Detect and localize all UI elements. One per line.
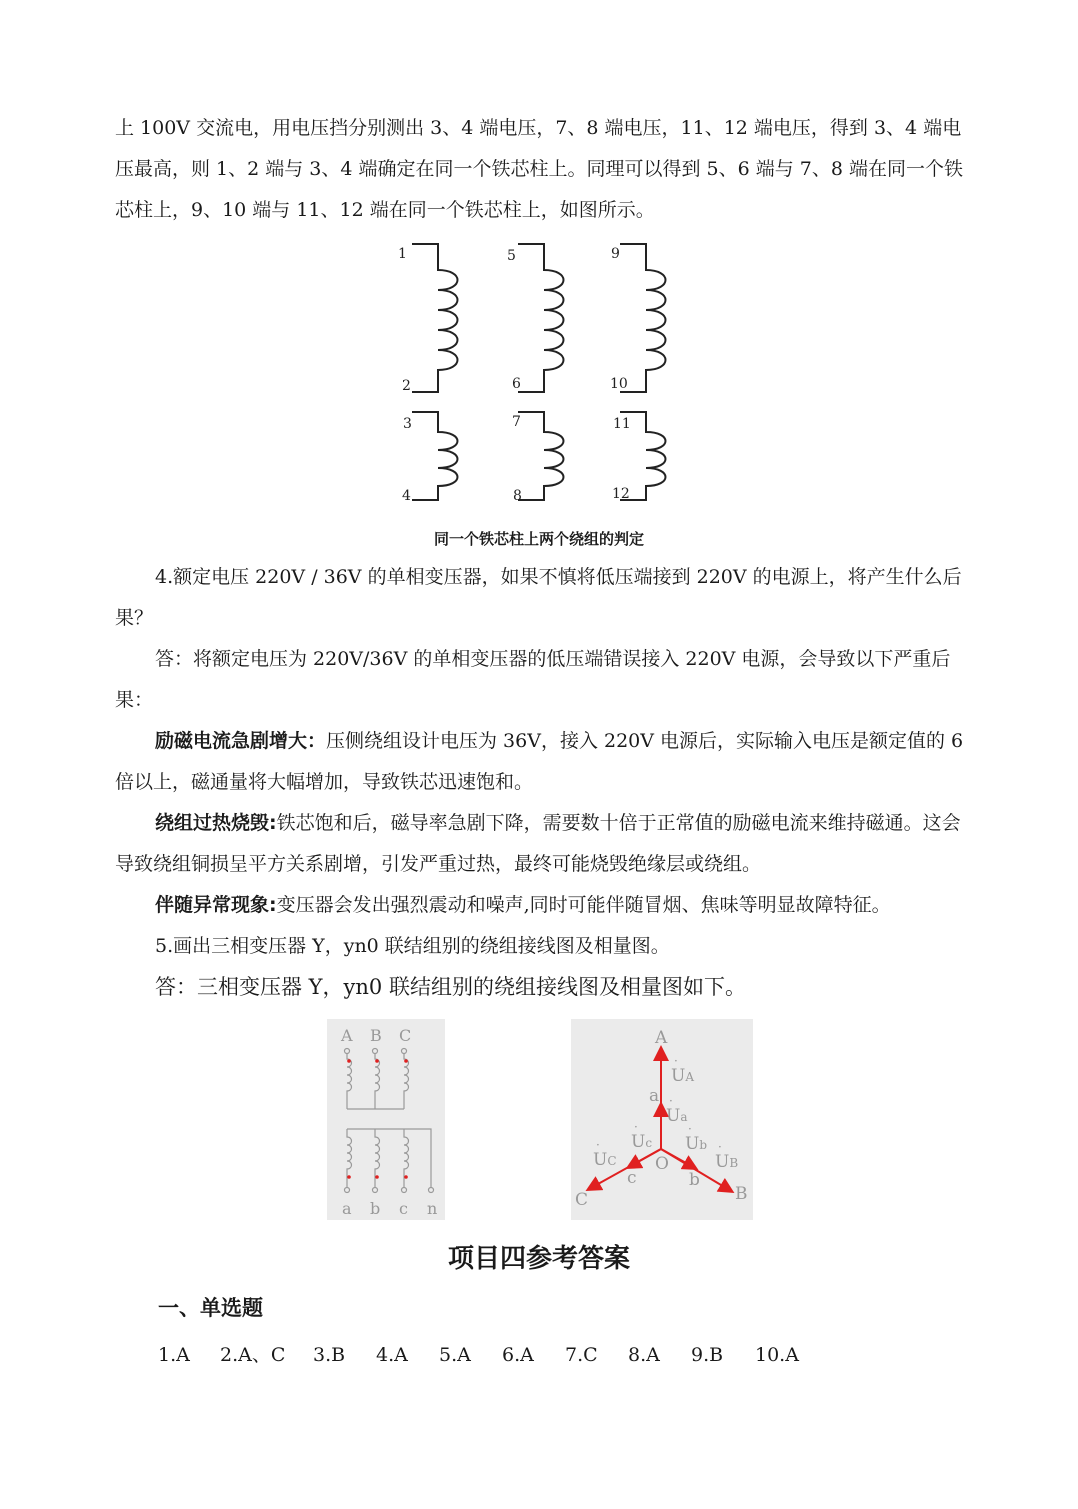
coil-label: 4 xyxy=(402,488,411,504)
answer-item: 9.B xyxy=(691,1344,724,1366)
answer-item: 1.A xyxy=(158,1344,190,1366)
point-text: 变压器会发出强烈震动和噪声,同时可能伴随冒烟、焦味等明显故障特征。 xyxy=(276,894,891,916)
svg-text:·: · xyxy=(718,1140,722,1154)
coil-label: 5 xyxy=(507,248,516,264)
answer-item: 10.A xyxy=(755,1344,799,1366)
phase-label-n: n xyxy=(427,1199,438,1218)
phasor-UC: UC xyxy=(593,1150,617,1170)
svg-text:·: · xyxy=(634,1120,638,1134)
answer-item: 5.A xyxy=(439,1344,471,1366)
point-overheat xyxy=(115,803,967,885)
point-excitation xyxy=(115,721,967,803)
point-label: 伴随异常现象: xyxy=(155,894,277,916)
answer-item: 6.A xyxy=(502,1344,534,1366)
phasor-label-B: B xyxy=(735,1184,748,1204)
coil-label: 8 xyxy=(513,488,522,504)
phasor-label-a: a xyxy=(649,1086,660,1106)
question-5: 5.画出三相变压器 Y，yn0 联结组别的绕组接线图及相量图。 xyxy=(155,935,670,957)
coil-label: 10 xyxy=(610,376,628,392)
point-label: 励磁电流急剧增大： xyxy=(155,730,327,752)
point-text: 铁芯饱和后，磁导率急剧下降，需要数十倍于正常值的励磁电流来维持磁通。这会导致绕组铜损呈平方关系剧增，引发严重过热，最终可能烧毁绝缘层或绕组。 xyxy=(115,812,961,875)
phase-label-a: a xyxy=(342,1199,352,1218)
phasor-label-C: C xyxy=(575,1190,589,1210)
svg-text:·: · xyxy=(669,1094,673,1108)
phasor-Ua: Ua xyxy=(666,1106,688,1126)
coil-label: 9 xyxy=(611,246,620,262)
point-label: 绕组过热烧毁: xyxy=(155,812,277,834)
coil-label: 7 xyxy=(512,414,521,430)
phase-label-C: C xyxy=(399,1026,412,1045)
phasor-label-b: b xyxy=(689,1170,700,1190)
phasor-label-O: O xyxy=(655,1154,669,1174)
coil-label: 2 xyxy=(402,378,411,394)
wiring-diagram xyxy=(327,1019,445,1220)
coil-diagram xyxy=(390,238,690,513)
section-title: 项目四参考答案 xyxy=(447,1244,630,1274)
answer-list xyxy=(158,1340,815,1370)
phase-label-b: b xyxy=(370,1199,381,1218)
section-subtitle: 一、单选题 xyxy=(158,1296,263,1320)
phasor-UA: UA xyxy=(671,1066,694,1086)
answer-item: 7.C xyxy=(565,1344,598,1366)
answer-item: 4.A xyxy=(376,1344,408,1366)
svg-text:·: · xyxy=(674,1054,678,1068)
answer-item: 2.A、C xyxy=(220,1344,286,1366)
phasor-Uc: Uc xyxy=(631,1132,653,1152)
phase-label-c: c xyxy=(399,1199,408,1218)
phasor-Ub: Ub xyxy=(685,1134,708,1154)
svg-text:·: · xyxy=(688,1122,692,1136)
phasor-UB: UB xyxy=(715,1152,739,1172)
phasor-label-A: A xyxy=(655,1028,668,1048)
phase-label-A: A xyxy=(341,1026,353,1045)
answer-item: 3.B xyxy=(313,1344,346,1366)
svg-text:·: · xyxy=(596,1138,600,1152)
point-text: 压侧绕组设计电压为 36V，接入 220V 电源后，实际输入电压是额定值的 6 倍以上，磁通量将大幅增加，导致铁芯迅速饱和。 xyxy=(115,730,964,793)
coil-label: 6 xyxy=(512,376,521,392)
point-abnormal xyxy=(115,885,967,926)
answer-4-intro: 答：将额定电压为 220V/36V 的单相变压器的低压端错误接入 220V 电源，会导致以下严重后果： xyxy=(115,648,951,711)
phasor-diagram xyxy=(571,1019,753,1220)
coil-label: 12 xyxy=(612,486,630,502)
phasor-label-c: c xyxy=(627,1168,637,1188)
coil-label: 1 xyxy=(398,246,407,262)
answer-5: 答：三相变压器 Y，yn0 联结组别的绕组接线图及相量图如下。 xyxy=(155,975,746,999)
answer-item: 8.A xyxy=(628,1344,660,1366)
coil-label: 11 xyxy=(613,416,631,432)
figure-caption: 同一个铁芯柱上两个绕组的判定 xyxy=(433,530,644,548)
phase-label-B: B xyxy=(370,1026,382,1045)
question-4: 4.额定电压 220V / 36V 的单相变压器，如果不慎将低压端接到 220V 的电源上，将产生什么后果？ xyxy=(115,566,962,629)
intro-paragraph: 上 100V 交流电，用电压挡分别测出 3、4 端电压，7、8 端电压，11、12 端电压，得到 3、4 端电压最高，则 1、2 端与 3、4 端确定在同一个铁芯柱上。同理可以得到 5、6 端与 7、8 端在同一个铁芯柱上，9、10 端与 11、12 端在同一个铁芯柱上，如图所示。 xyxy=(115,117,964,221)
coil-label: 3 xyxy=(403,416,412,432)
